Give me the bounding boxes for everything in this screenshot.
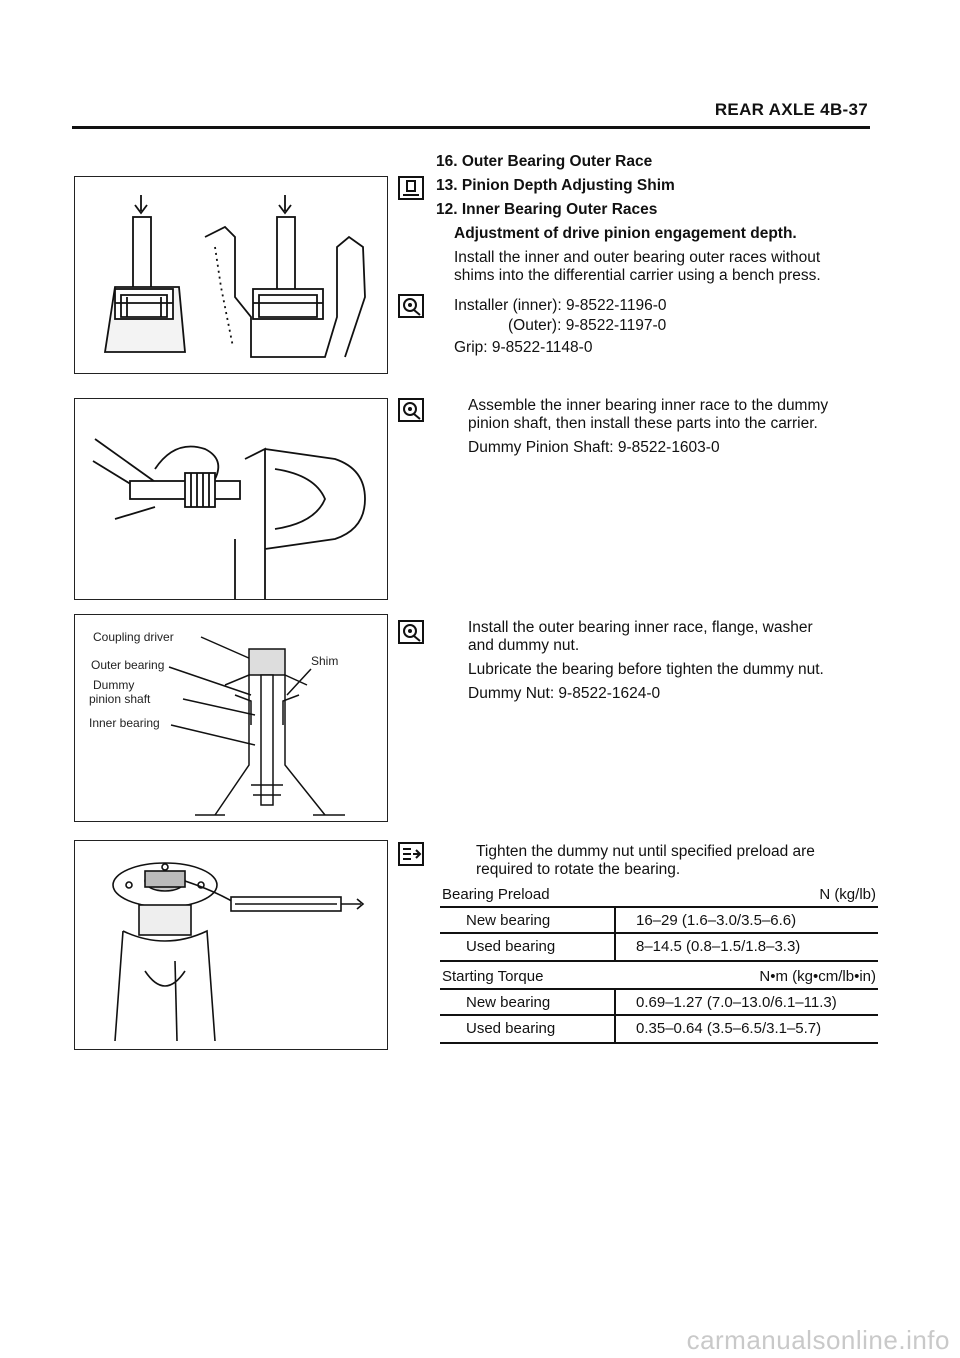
grip-tool: Grip: 9-8522-1148-0 xyxy=(454,339,593,356)
install-icon xyxy=(398,294,424,318)
torque-new-value: 0.69–1.27 (7.0–13.0/6.1–11.3) xyxy=(636,994,837,1011)
figure-assemble-shaft xyxy=(74,398,388,600)
label-pinion-shaft: pinion shaft xyxy=(89,692,151,706)
watermark: carmanualsonline.info xyxy=(686,1325,950,1355)
step-12-title: 12. Inner Bearing Outer Races xyxy=(436,201,658,218)
preload-illustration xyxy=(75,841,387,1049)
table-rule xyxy=(440,1042,878,1044)
section1-line2: shims into the differential carrier using a bench press. xyxy=(454,267,821,284)
install-icon xyxy=(398,398,424,422)
preload-new-value: 16–29 (1.6–3.0/3.5–6.6) xyxy=(636,912,797,929)
page-title: REAR AXLE 4B-37 xyxy=(714,100,868,119)
preload-title: Bearing Preload xyxy=(442,886,550,903)
header-rule xyxy=(72,126,870,129)
section3-line3: Lubricate the bearing before tighten the dummy nut. xyxy=(468,661,824,678)
preload-used-value: 8–14.5 (0.8–1.5/1.8–3.3) xyxy=(636,938,801,955)
figure-preload-measure xyxy=(74,840,388,1050)
label-outer-bearing: Outer bearing xyxy=(91,658,165,672)
section4-line1: Tighten the dummy nut until specified preload are xyxy=(476,843,815,860)
dummy-nut-tool: Dummy Nut: 9-8522-1624-0 xyxy=(468,685,661,702)
step-16-title: 16. Outer Bearing Outer Race xyxy=(436,153,653,170)
section4-line2: required to rotate the bearing. xyxy=(476,861,681,878)
section3-line2: and dummy nut. xyxy=(468,637,580,654)
section2-line1: Assemble the inner bearing inner race to the dummy xyxy=(468,397,829,414)
label-shim: Shim xyxy=(311,654,339,668)
measure-icon xyxy=(398,842,424,866)
preload-new-label: New bearing xyxy=(466,912,551,929)
torque-new-label: New bearing xyxy=(466,994,551,1011)
figure-cross-section xyxy=(74,614,388,822)
preload-used-label: Used bearing xyxy=(466,938,556,955)
section1-line1: Install the inner and outer bearing outer races without xyxy=(454,249,821,266)
table-rule xyxy=(440,960,878,962)
cross-section-illustration xyxy=(75,615,387,821)
torque-unit: N•m (kg•cm/lb•in) xyxy=(759,968,876,985)
table-rule xyxy=(440,932,878,934)
table-rule xyxy=(440,906,878,908)
installer-inner: Installer (inner): 9-8522-1196-0 xyxy=(454,297,667,314)
dummy-pinion-shaft-tool: Dummy Pinion Shaft: 9-8522-1603-0 xyxy=(468,439,720,456)
label-inner-bearing: Inner bearing xyxy=(89,716,160,730)
step-13-title: 13. Pinion Depth Adjusting Shim xyxy=(436,177,675,194)
table-divider xyxy=(614,906,616,960)
section3-line1: Install the outer bearing inner race, flange, washer xyxy=(468,619,813,636)
press-illustration xyxy=(75,177,387,373)
install-press-icon xyxy=(398,176,424,200)
torque-used-label: Used bearing xyxy=(466,1020,556,1037)
table-rule xyxy=(440,988,878,990)
figure-press-races xyxy=(74,176,388,374)
label-coupling-driver: Coupling driver xyxy=(93,630,174,644)
torque-used-value: 0.35–0.64 (3.5–6.5/3.1–5.7) xyxy=(636,1020,822,1037)
torque-title: Starting Torque xyxy=(442,968,544,985)
section1-heading: Adjustment of drive pinion engagement depth. xyxy=(454,225,797,242)
table-divider xyxy=(614,988,616,1042)
installer-outer: (Outer): 9-8522-1197-0 xyxy=(508,317,667,334)
section2-line2: pinion shaft, then install these parts into the carrier. xyxy=(468,415,818,432)
shaft-illustration xyxy=(75,399,387,599)
label-dummy: Dummy xyxy=(93,678,135,692)
install-icon xyxy=(398,620,424,644)
preload-unit: N (kg/lb) xyxy=(819,886,876,903)
table-rule xyxy=(440,1014,878,1016)
